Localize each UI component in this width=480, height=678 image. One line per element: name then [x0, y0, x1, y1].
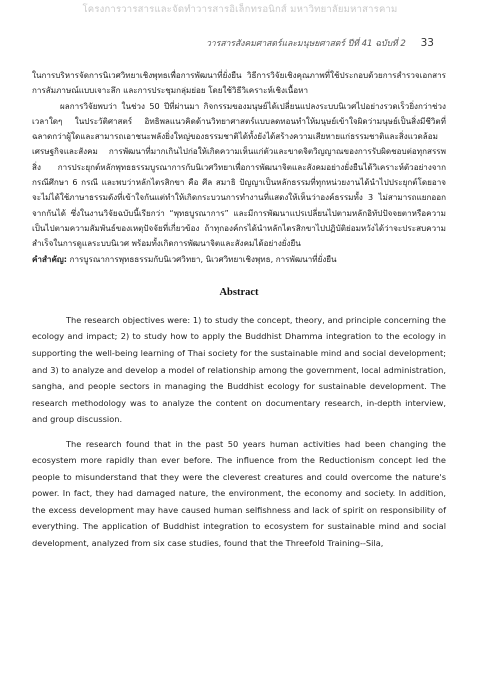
page-body [32, 68, 446, 552]
thai-paragraph-2: ผลการวิจัยพบว่า ในช่วง 50 ปีที่ผ่านมา กิจกรรมของมนุษย์ได้เปลี่ยนแปลงระบบนิเวศไปอย่างรวดเร็วยิ่งกว่าช่วงเวลาใดๆ ในประวัติศาสตร์ อิทธิพลแนวคิดด้านวิทยาศาสตร์แบบลดทอนทำให้มนุษย์เข้าใจผิดว่ามนุษย์เป็นสิ่งมีชีวิตที่ฉลาดกว่าผู้ใดและสามารถเอาชนะพลังยิ่งใหญ่ของธรรมชาติได้ทั้งยังได้สร้างความเสียหายแก่ธรรมชาติและสิ่งแวดล้อม เศรษฐกิจและสังคม การพัฒนาที่มากเกินไปก่อให้เกิดความเห็นแก่ตัวและขาดจิตวิญญาณของการรับผิดชอบต่อทุกสรรพสิ่ง การประยุกต์หลักพุทธธรรมบูรณาการกับนิเวศวิทยาเพื่อการพัฒนาจิตและสังคมอย่างยั่งยืนได้วิเคราะห์ตัวอย่างจากกรณีศึกษา 6 กรณี และพบว่าหลักไตรสิกขา คือ ศีล สมาธิ ปัญญาเป็นหลักธรรมที่ทุกหน่วยงานได้นำไปประยุกต์โดยอาจจะไม่ได้ใช้ภาษาธรรมดังที่เข้าใจกันแต่ทำให้เกิดกระบวนการทำงานที่แสดงให้เห็นว่าองค์ธรรมทั้ง 3 ไม่สามารถแยกออกจากกันได้ ซึ่งในงานวิจัยฉบับนี้เรียกว่า “พุทธบูรณาการ” และมีการพัฒนาแปรเปลี่ยนไปตามหลักอิทัปปัจจยตาหรือความเป็นไปตามความสัมพันธ์ของเหตุปัจจัยที่เกี่ยวข้อง ถ้าทุกองค์กรได้นำหลักไตรสิกขาไปปฏิบัติย่อมหวังได้ว่าจะประสบความสำเร็จในการดูแลระบบนิเวศ พร้อมทั้งเกิดการพัฒนาจิตและสังคมได้อย่างยั่งยืน [32, 100, 446, 249]
english-paragraph-1: The research objectives were: 1) to study the concept, theory, and principle concerning the ecology and impact; 2) to study how to apply the Buddhist Dhamma integration to the ecology in supporting the well-being learning of Thai society for the sustainable mind and social development; and 3) to analyze and develop a model of relationship among the government, local administration, sangha, and people sectors in managing the Buddhist ecology for sustainable development. The research methodology was to analyze the content on documentary research, in-depth interview, and group discussion. [32, 314, 446, 425]
english-abstract [32, 312, 446, 552]
abstract-heading: Abstract [219, 286, 259, 298]
english-paragraph-2: The research found that in the past 50 years human activities had been changing the ecosystem more rapidly than ever before. The influence from the Reductionism concept led the people to misunderstand that they were the cleverest creatures and could overcome the nature's power. In fact, they had damaged nature, the environment, the economy and society. In addition, the excess development may have caused human selfishness and lack of spirit on responsibility of everything. The application of Buddhist integration to ecosystem for sustainable mind and social development, analyzed from six case studies, found that the Threefold Training--Sila, [32, 438, 446, 548]
keywords-line [32, 252, 446, 267]
thai-abstract [32, 68, 446, 252]
keywords-label: คำสำคัญ: [32, 253, 67, 264]
thai-paragraph-1: ในการบริหารจัดการนิเวศวิทยาเชิงพุทธเพื่อการพัฒนาที่ยั่งยืน วิธีการวิจัยเชิงคุณภาพที่ใช้ประกอบด้วยการสำรวจเอกสาร การสัมภาษณ์แบบเจาะลึก และการประชุมกลุ่มย่อย โดยใช้วิธีวิเคราะห์เชิงเนื้อหา [32, 70, 446, 96]
keywords-text: การบูรณาการพุทธธรรมกับนิเวศวิทยา, นิเวศวิทยาเชิงพุทธ, การพัฒนาที่ยั่งยืน [67, 253, 337, 264]
journal-watermark: โครงการวารสารและจัดทำวารสารอิเล็กทรอนิกส์ มหาวิทยาลัยมหาสารคาม [82, 4, 398, 15]
running-head [206, 36, 434, 50]
journal-title: วารสารสังคมศาสตร์และมนุษยศาสตร์ ปีที่ 41 ฉบับที่ 2 [206, 39, 406, 49]
page-number: 33 [420, 37, 434, 49]
